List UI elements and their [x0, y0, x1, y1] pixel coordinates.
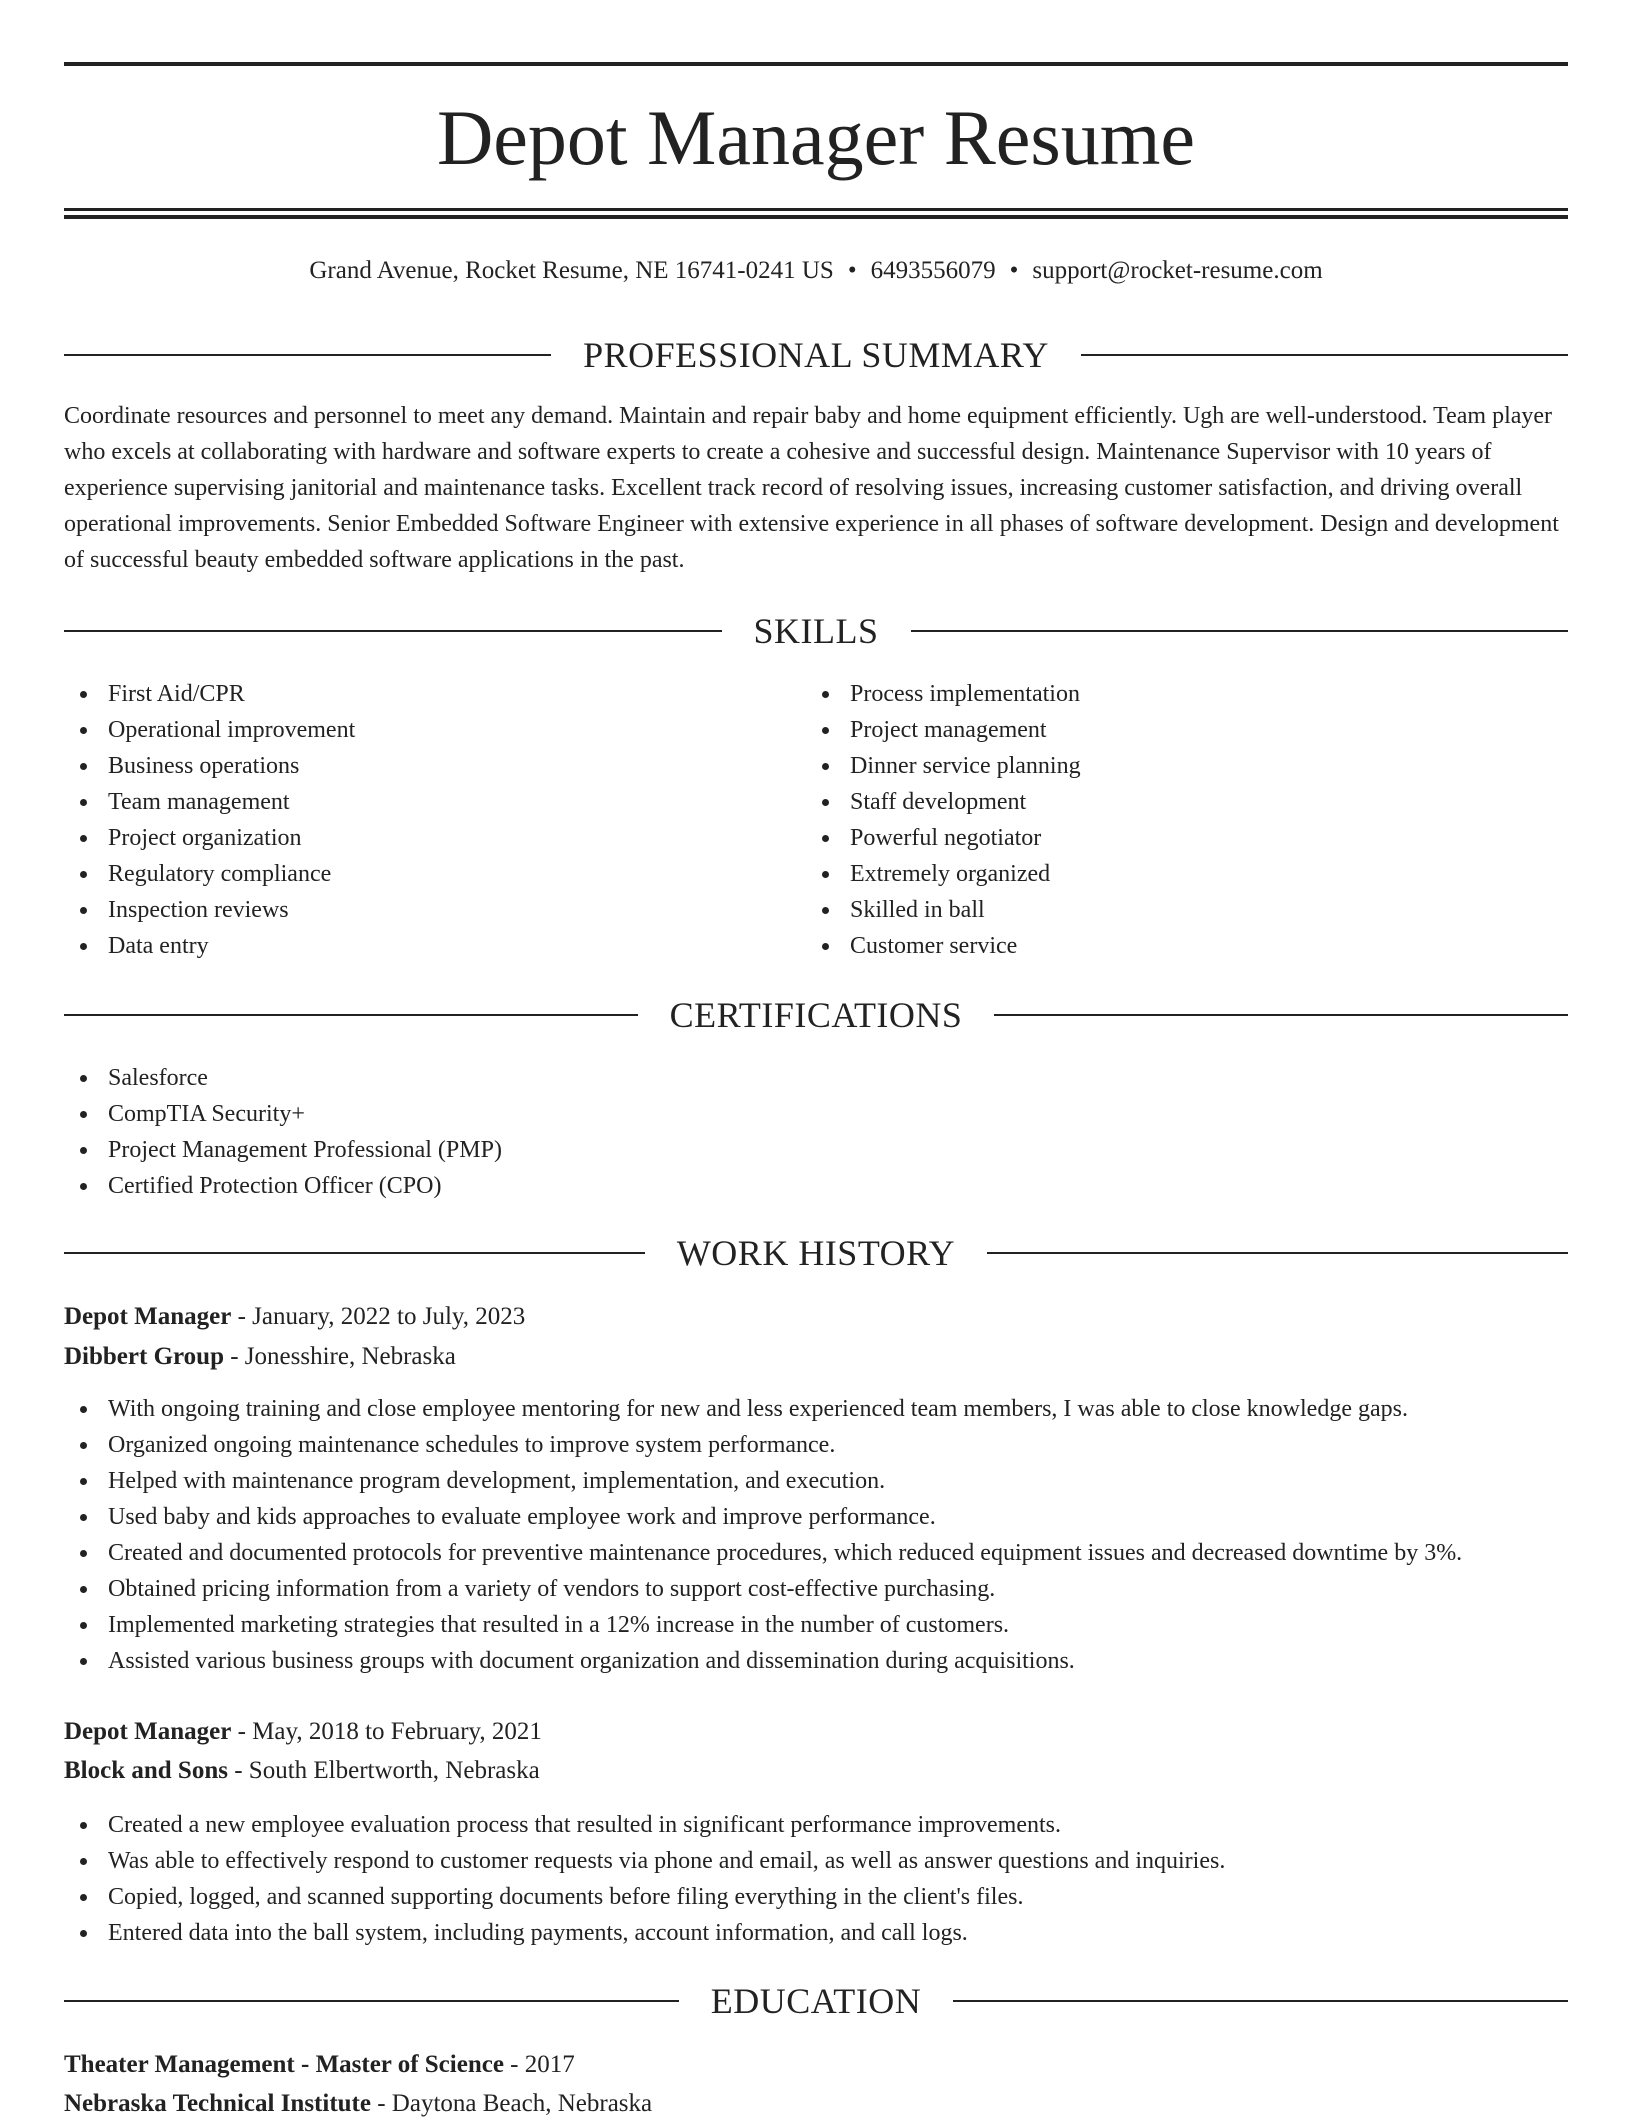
certification-item: CompTIA Security+ [64, 1096, 1568, 1132]
professional-summary-text: Coordinate resources and personnel to meet any demand. Maintain and repair baby and home equipment efficiently. Ugh are well-understood. Team player who excels at collaborating with hardware and software experts to create a cohesive and successful design. Maintenance Supervisor with 10 years of experience supervising janitorial and maintenance tasks. Excellent track record of resolving issues, increasing customer satisfaction, and driving overall operational improvements. Senior Embedded Software Engineer with extensive experience in all phases of software development. Design and development of successful beauty embedded software applications in the past. [64, 403, 1559, 573]
title-double-rule [64, 208, 1568, 219]
section-rule [994, 1014, 1568, 1016]
skill-item: Regulatory compliance [64, 856, 764, 892]
page-title: Depot Manager Resume [436, 94, 1196, 181]
skill-item: Team management [64, 784, 764, 820]
section-title-skills: SKILLS [753, 611, 879, 651]
job-bullet: Created a new employee evaluation process that resulted in significant performance improvements. [64, 1807, 1568, 1843]
job-title: Depot Manager [64, 1303, 232, 1330]
top-rule [64, 62, 1568, 66]
contact-separator: • [847, 257, 857, 284]
skill-item: Project organization [64, 820, 764, 856]
job-bullet: Was able to effectively respond to customer requests via phone and email, as well as answer questions and inquiries. [64, 1843, 1568, 1879]
section-header-certifications [64, 993, 1568, 1037]
section-title-summary: PROFESSIONAL SUMMARY [583, 335, 1049, 375]
job-dates: - May, 2018 to February, 2021 [231, 1718, 542, 1745]
contact-address: Grand Avenue, Rocket Resume, NE 16741-0241 US [309, 257, 834, 284]
education-school: Nebraska Technical Institute [64, 2090, 371, 2117]
job-bullet: Organized ongoing maintenance schedules to improve system performance. [64, 1427, 1568, 1463]
skill-item: Operational improvement [64, 712, 764, 748]
skill-item: Powerful negotiator [806, 820, 1506, 856]
education-location: - Daytona Beach, Nebraska [370, 2090, 653, 2117]
skill-item: Customer service [806, 928, 1506, 964]
job-bullet: Created and documented protocols for preventive maintenance procedures, which reduced equipment issues and decreased downtime by 3%. [64, 1535, 1568, 1571]
skill-item: Dinner service planning [806, 748, 1506, 784]
contact-phone: 6493556079 [870, 257, 996, 284]
skill-item: First Aid/CPR [64, 676, 764, 712]
skill-item: Staff development [806, 784, 1506, 820]
job-location: - Jonesshire, Nebraska [223, 1343, 456, 1370]
skill-item: Extremely organized [806, 856, 1506, 892]
job-dates: - January, 2022 to July, 2023 [231, 1303, 526, 1330]
skill-item: Project management [806, 712, 1506, 748]
job-company-line [64, 1339, 1568, 1375]
education-school-line [64, 2086, 1568, 2122]
section-header-education [64, 1979, 1568, 2023]
certifications-list [64, 1060, 1568, 1204]
job-bullet: Entered data into the ball system, including payments, account information, and call logs. [64, 1915, 1568, 1951]
education-degree: Theater Management - Master of Science [64, 2051, 504, 2078]
job-title: Depot Manager [64, 1718, 232, 1745]
section-header-skills [64, 609, 1568, 653]
job-bullet: Implemented marketing strategies that resulted in a 12% increase in the number of customers. [64, 1607, 1568, 1643]
skill-item: Skilled in ball [806, 892, 1506, 928]
section-rule [953, 2000, 1568, 2002]
job-bullet: Copied, logged, and scanned supporting documents before filing everything in the client's files. [64, 1879, 1568, 1915]
section-header-summary [64, 333, 1568, 377]
job-location: - South Elbertworth, Nebraska [227, 1757, 540, 1784]
contact-line [64, 254, 1568, 288]
skill-item: Business operations [64, 748, 764, 784]
job-bullet: With ongoing training and close employee mentoring for new and less experienced team members, I was able to close knowledge gaps. [64, 1391, 1568, 1427]
job-bullets [64, 1391, 1568, 1679]
certification-item: Project Management Professional (PMP) [64, 1132, 1568, 1168]
section-title-education: EDUCATION [710, 1981, 922, 2021]
job-company: Dibbert Group [64, 1343, 224, 1370]
job-bullet: Assisted various business groups with document organization and dissemination during acquisitions. [64, 1643, 1568, 1679]
section-rule [911, 630, 1569, 632]
education-year: - 2017 [503, 2051, 575, 2078]
job-company: Block and Sons [64, 1757, 228, 1784]
skills-list-right [806, 676, 1506, 964]
education-degree-line [64, 2047, 1568, 2083]
section-rule [64, 630, 722, 632]
section-rule [64, 1252, 645, 1254]
job-title-line [64, 1299, 1568, 1335]
section-rule [64, 1014, 638, 1016]
job-title-line [64, 1714, 1568, 1750]
skill-item: Data entry [64, 928, 764, 964]
skill-item: Process implementation [806, 676, 1506, 712]
job-bullet: Helped with maintenance program development, implementation, and execution. [64, 1463, 1568, 1499]
section-header-work-history [64, 1231, 1568, 1275]
section-rule [64, 2000, 679, 2002]
section-rule [1081, 354, 1568, 356]
job-bullets [64, 1807, 1568, 1951]
contact-separator: • [1009, 257, 1019, 284]
certification-item: Salesforce [64, 1060, 1568, 1096]
certification-item: Certified Protection Officer (CPO) [64, 1168, 1568, 1204]
section-title-work-history: WORK HISTORY [676, 1233, 956, 1273]
section-title-certifications: CERTIFICATIONS [669, 995, 963, 1035]
job-bullet: Used baby and kids approaches to evaluate employee work and improve performance. [64, 1499, 1568, 1535]
job-bullet: Obtained pricing information from a variety of vendors to support cost-effective purchasing. [64, 1571, 1568, 1607]
contact-email[interactable]: support@rocket-resume.com [1032, 257, 1323, 284]
section-rule [64, 354, 551, 356]
section-rule [987, 1252, 1568, 1254]
skill-item: Inspection reviews [64, 892, 764, 928]
skills-list-left [64, 676, 764, 964]
job-company-line [64, 1753, 1568, 1789]
